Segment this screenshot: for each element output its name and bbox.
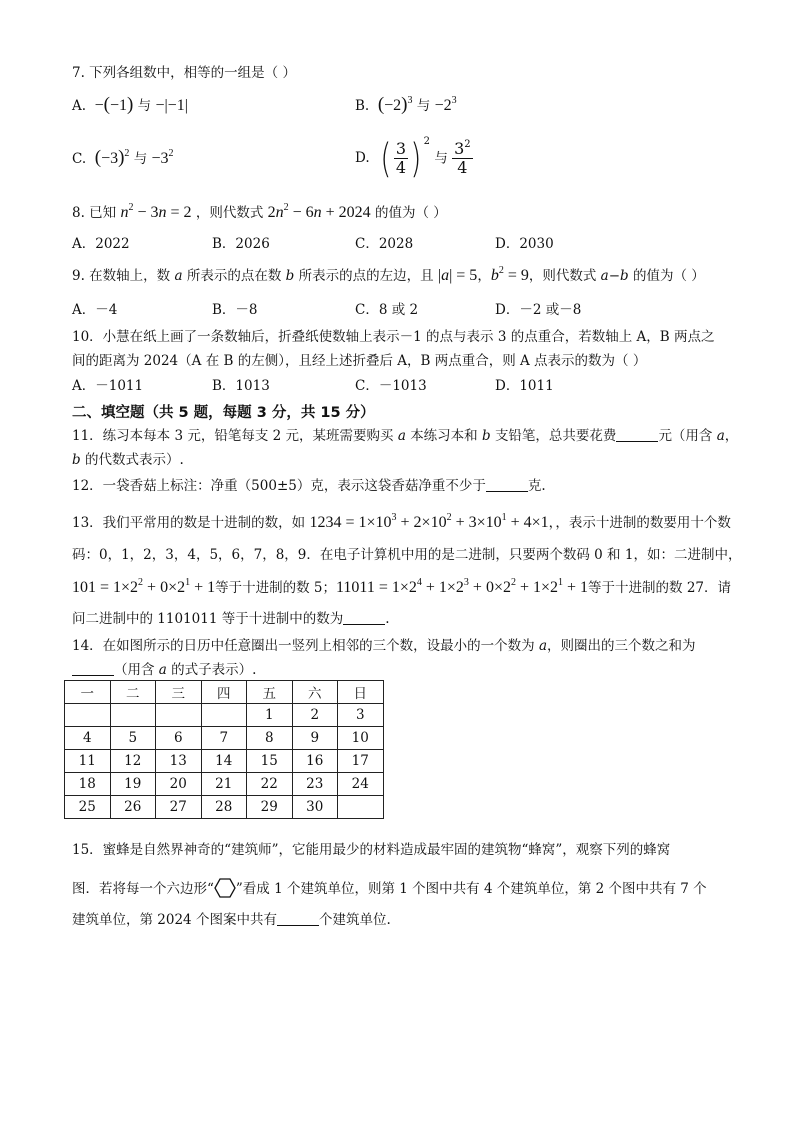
q10-option-c[interactable]: C．－1013 — [355, 378, 427, 394]
weekday-header: 四 — [201, 681, 247, 704]
q7-option-c[interactable]: C. $(-3)^2$ 与 $-3^2$ — [72, 147, 174, 168]
q15-line2: 图．若将每一个六边形“ ”看成 1 个建筑单位，则第 1 个图中共有 4 个建筑单位，第 2 个图中共有 7 个 — [72, 877, 707, 899]
q8-option-c[interactable]: C．2028 — [355, 236, 414, 252]
day-cell — [201, 704, 247, 727]
calendar-table — [64, 680, 384, 819]
day-cell: 15 — [247, 750, 293, 773]
table-row — [65, 727, 384, 750]
day-cell: 17 — [338, 750, 384, 773]
q8-option-d[interactable]: D．2030 — [495, 236, 554, 252]
day-cell: 20 — [156, 773, 202, 796]
q10-option-b[interactable]: B．1013 — [212, 378, 270, 394]
day-cell: 13 — [156, 750, 202, 773]
q9-option-c[interactable]: C．8 或 2 — [355, 302, 419, 318]
day-cell: 30 — [292, 796, 338, 819]
q15-answer-blank[interactable] — [277, 911, 319, 926]
day-cell: 6 — [156, 727, 202, 750]
q13-line1: 13．我们平常用的数是十进制的数，如 $1234 = 1\times 10^3 + 2\times 10^2 + 3\times 10^1 + 4\times 1$，，表示十进制的数要用十个数 — [72, 512, 731, 531]
q13-line3: $101 = 1\times 2^2 + 0\times 2^1 + 1$等于十进制的数 5；$11011 = 1\times 2^4 + 1\times 2^3 + 0\times 2^2 + 1\times 2^1 + 1$等于十进制的数 27．请 — [72, 577, 732, 596]
weekday-header: 日 — [338, 681, 384, 704]
q13-answer-blank[interactable] — [343, 610, 385, 625]
hexagon-icon — [214, 877, 236, 899]
table-row — [65, 704, 384, 727]
day-cell: 26 — [110, 796, 156, 819]
section-title: 二、填空题（共 5 题，每题 3 分，共 15 分） — [72, 405, 375, 421]
q7-option-b[interactable]: B. $(-2)^3$ 与 $-2^3$ — [355, 94, 457, 115]
q8-option-b[interactable]: B．2026 — [212, 236, 270, 252]
q9-option-b[interactable]: B．－8 — [212, 302, 258, 318]
day-cell: 11 — [65, 750, 111, 773]
q14-line1: 14．在如图所示的日历中任意圈出一竖列上相邻的三个数，设最小的一个数为 a，则圈出的三个数之和为 — [72, 638, 696, 654]
table-row — [65, 773, 384, 796]
q10-line2: 间的距离为 2024（A 在 B 的左侧），且经上述折叠后 A，B 两点重合，则 A 点表示的数为（ ） — [72, 353, 647, 369]
day-cell — [110, 704, 156, 727]
day-cell: 2 — [292, 704, 338, 727]
day-cell: 19 — [110, 773, 156, 796]
day-cell: 29 — [247, 796, 293, 819]
day-cell: 27 — [156, 796, 202, 819]
q15-line1: 15．蜜蜂是自然界神奇的“建筑师”，它能用最少的材料造成最牢固的建筑物“蜂窝”，观察下列的蜂窝 — [72, 842, 671, 858]
q12-line: 12．一袋香菇上标注：净重（500±5）克，表示这袋香菇净重不少于 克. — [72, 478, 546, 494]
day-cell: 7 — [201, 727, 247, 750]
day-cell: 3 — [338, 704, 384, 727]
q12-answer-blank[interactable] — [486, 477, 528, 492]
q10-option-a[interactable]: A．－1011 — [72, 378, 144, 394]
day-cell: 10 — [338, 727, 384, 750]
q14-line2: （用含 a 的式子表示）. — [72, 660, 256, 680]
q10-line1: 10．小慧在纸上画了一条数轴后，折叠纸使数轴上表示－1 的点与表示 3 的点重合，若数轴上 A，B 两点之 — [72, 329, 715, 345]
q11-line2: b 的代数式表示）. — [72, 452, 184, 468]
day-cell — [65, 704, 111, 727]
q14-answer-blank[interactable] — [72, 661, 114, 676]
q8-stem: 8. 已知 $n^2 - 3n = 2$ ，则代数式 $2n^2 - 6n + 2024$ 的值为（ ） — [72, 202, 447, 221]
day-cell: 8 — [247, 727, 293, 750]
weekday-header: 一 — [65, 681, 111, 704]
day-cell: 16 — [292, 750, 338, 773]
table-row — [65, 750, 384, 773]
q13-line4: 问二进制中的 1101011 等于十进制中的数为 . — [72, 611, 390, 627]
day-cell: 12 — [110, 750, 156, 773]
day-cell: 24 — [338, 773, 384, 796]
weekday-header: 五 — [247, 681, 293, 704]
day-cell — [338, 796, 384, 819]
day-cell: 21 — [201, 773, 247, 796]
day-cell: 14 — [201, 750, 247, 773]
day-cell: 1 — [247, 704, 293, 727]
day-cell: 4 — [65, 727, 111, 750]
q7-option-d[interactable]: D. ( $\frac{3}{4}$ ) $^2$ 与 $\frac{3^2}{4}$ — [355, 135, 471, 182]
q11-line1: 11．练习本每本 3 元，铅笔每支 2 元，某班需要购买 a 本练习本和 b 支铅笔，总共要花费 元（用含 a， — [72, 428, 739, 444]
q9-stem: 9. 在数轴上，数 a 所表示的点在数 b 所表示的点的左边，且 |a| = 5，$b^2 = 9$，则代数式 a−b 的值为（ ） — [72, 265, 705, 284]
q9-option-a[interactable]: A．－4 — [72, 302, 118, 318]
weekday-header: 六 — [292, 681, 338, 704]
weekday-header: 二 — [110, 681, 156, 704]
q7-option-a[interactable]: A. −(−1) 与 −|−1| — [72, 94, 188, 115]
weekday-header: 三 — [156, 681, 202, 704]
day-cell: 28 — [201, 796, 247, 819]
q15-line3: 建筑单位，第 2024 个图案中共有 个建筑单位. — [72, 912, 391, 928]
q10-option-d[interactable]: D．1011 — [495, 378, 554, 394]
table-row — [65, 796, 384, 819]
day-cell: 25 — [65, 796, 111, 819]
calendar-header-row — [65, 681, 384, 704]
day-cell — [156, 704, 202, 727]
day-cell: 23 — [292, 773, 338, 796]
day-cell: 5 — [110, 727, 156, 750]
q13-line2: 码：0，1，2，3，4，5，6，7，8，9．在电子计算机中用的是二进制，只要两个数码 0 和 1，如：二进制中， — [72, 547, 742, 563]
q11-answer-blank[interactable] — [616, 427, 658, 442]
q9-option-d[interactable]: D．－2 或－8 — [495, 302, 582, 318]
day-cell: 22 — [247, 773, 293, 796]
day-cell: 18 — [65, 773, 111, 796]
q8-option-a[interactable]: A．2022 — [72, 236, 130, 252]
day-cell: 9 — [292, 727, 338, 750]
q7-stem: 7. 下列各组数中，相等的一组是（ ） — [72, 65, 296, 81]
